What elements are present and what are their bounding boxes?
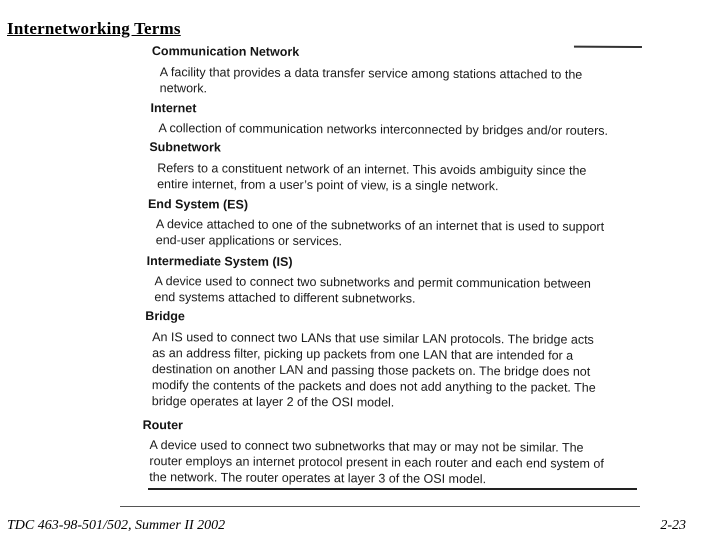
- def-line: entire internet, from a user’s point of view, is a single network.: [157, 177, 499, 194]
- def-router: [149, 437, 649, 488]
- term-communication-network: Communication Network: [151, 44, 300, 59]
- slide-title: Internetworking Terms: [7, 19, 181, 38]
- def-line: bridge operates at layer 2 of the OSI model.: [151, 394, 395, 410]
- footer-rule: [120, 506, 640, 507]
- term-router: Router: [142, 418, 183, 433]
- def-subnetwork: [157, 160, 657, 195]
- def-intermediate-system: [154, 273, 654, 308]
- def-line: An IS used to connect two LANs that use similar LAN protocols. The bridge acts: [152, 330, 594, 347]
- term-intermediate-system: Intermediate System (IS): [146, 254, 293, 269]
- def-line: end systems attached to different subnetworks.: [154, 290, 416, 306]
- footer-course: TDC 463-98-501/502, Summer II 2002: [7, 518, 226, 533]
- term-subnetwork: Subnetwork: [149, 140, 221, 155]
- footer-page-number: 2-23: [660, 518, 686, 533]
- def-bridge: [152, 329, 652, 412]
- def-line: as an address filter, picking up packets from one LAN that are intended for a: [152, 346, 574, 363]
- def-internet: [158, 120, 658, 139]
- def-line: network.: [159, 81, 207, 96]
- def-line: A device used to connect two subnetworks that may or may not be similar. The: [149, 438, 584, 455]
- def-line: A facility that provides a data transfer service among stations attached to the: [159, 65, 583, 82]
- term-end-system: End System (ES): [147, 197, 249, 212]
- def-line: A collection of communication networks interconnected by bridges and/or routers.: [158, 121, 609, 138]
- term-internet: Internet: [150, 101, 197, 116]
- scan-bottom-rule: [148, 488, 637, 490]
- term-bridge: Bridge: [145, 309, 185, 324]
- def-communication-network: [160, 64, 660, 99]
- def-line: end-user applications or services.: [155, 233, 343, 249]
- def-line: modify the contents of the packets and does not add anything to the packet. The: [151, 378, 596, 395]
- def-end-system: [156, 216, 656, 251]
- def-line: A device attached to one of the subnetworks of an internet that is used to support: [155, 217, 605, 234]
- def-line: the network. The router operates at layer 3 of the OSI model.: [149, 470, 487, 487]
- def-line: router employs an internet protocol present in each router and each end system of: [149, 454, 604, 471]
- scanned-glossary: [139, 40, 642, 498]
- def-line: destination on another LAN and passing those packets on. The bridge does not: [151, 362, 591, 379]
- def-line: A device used to connect two subnetworks and permit communication between: [154, 274, 591, 291]
- def-line: Refers to a constituent network of an internet. This avoids ambiguity since the: [157, 161, 587, 178]
